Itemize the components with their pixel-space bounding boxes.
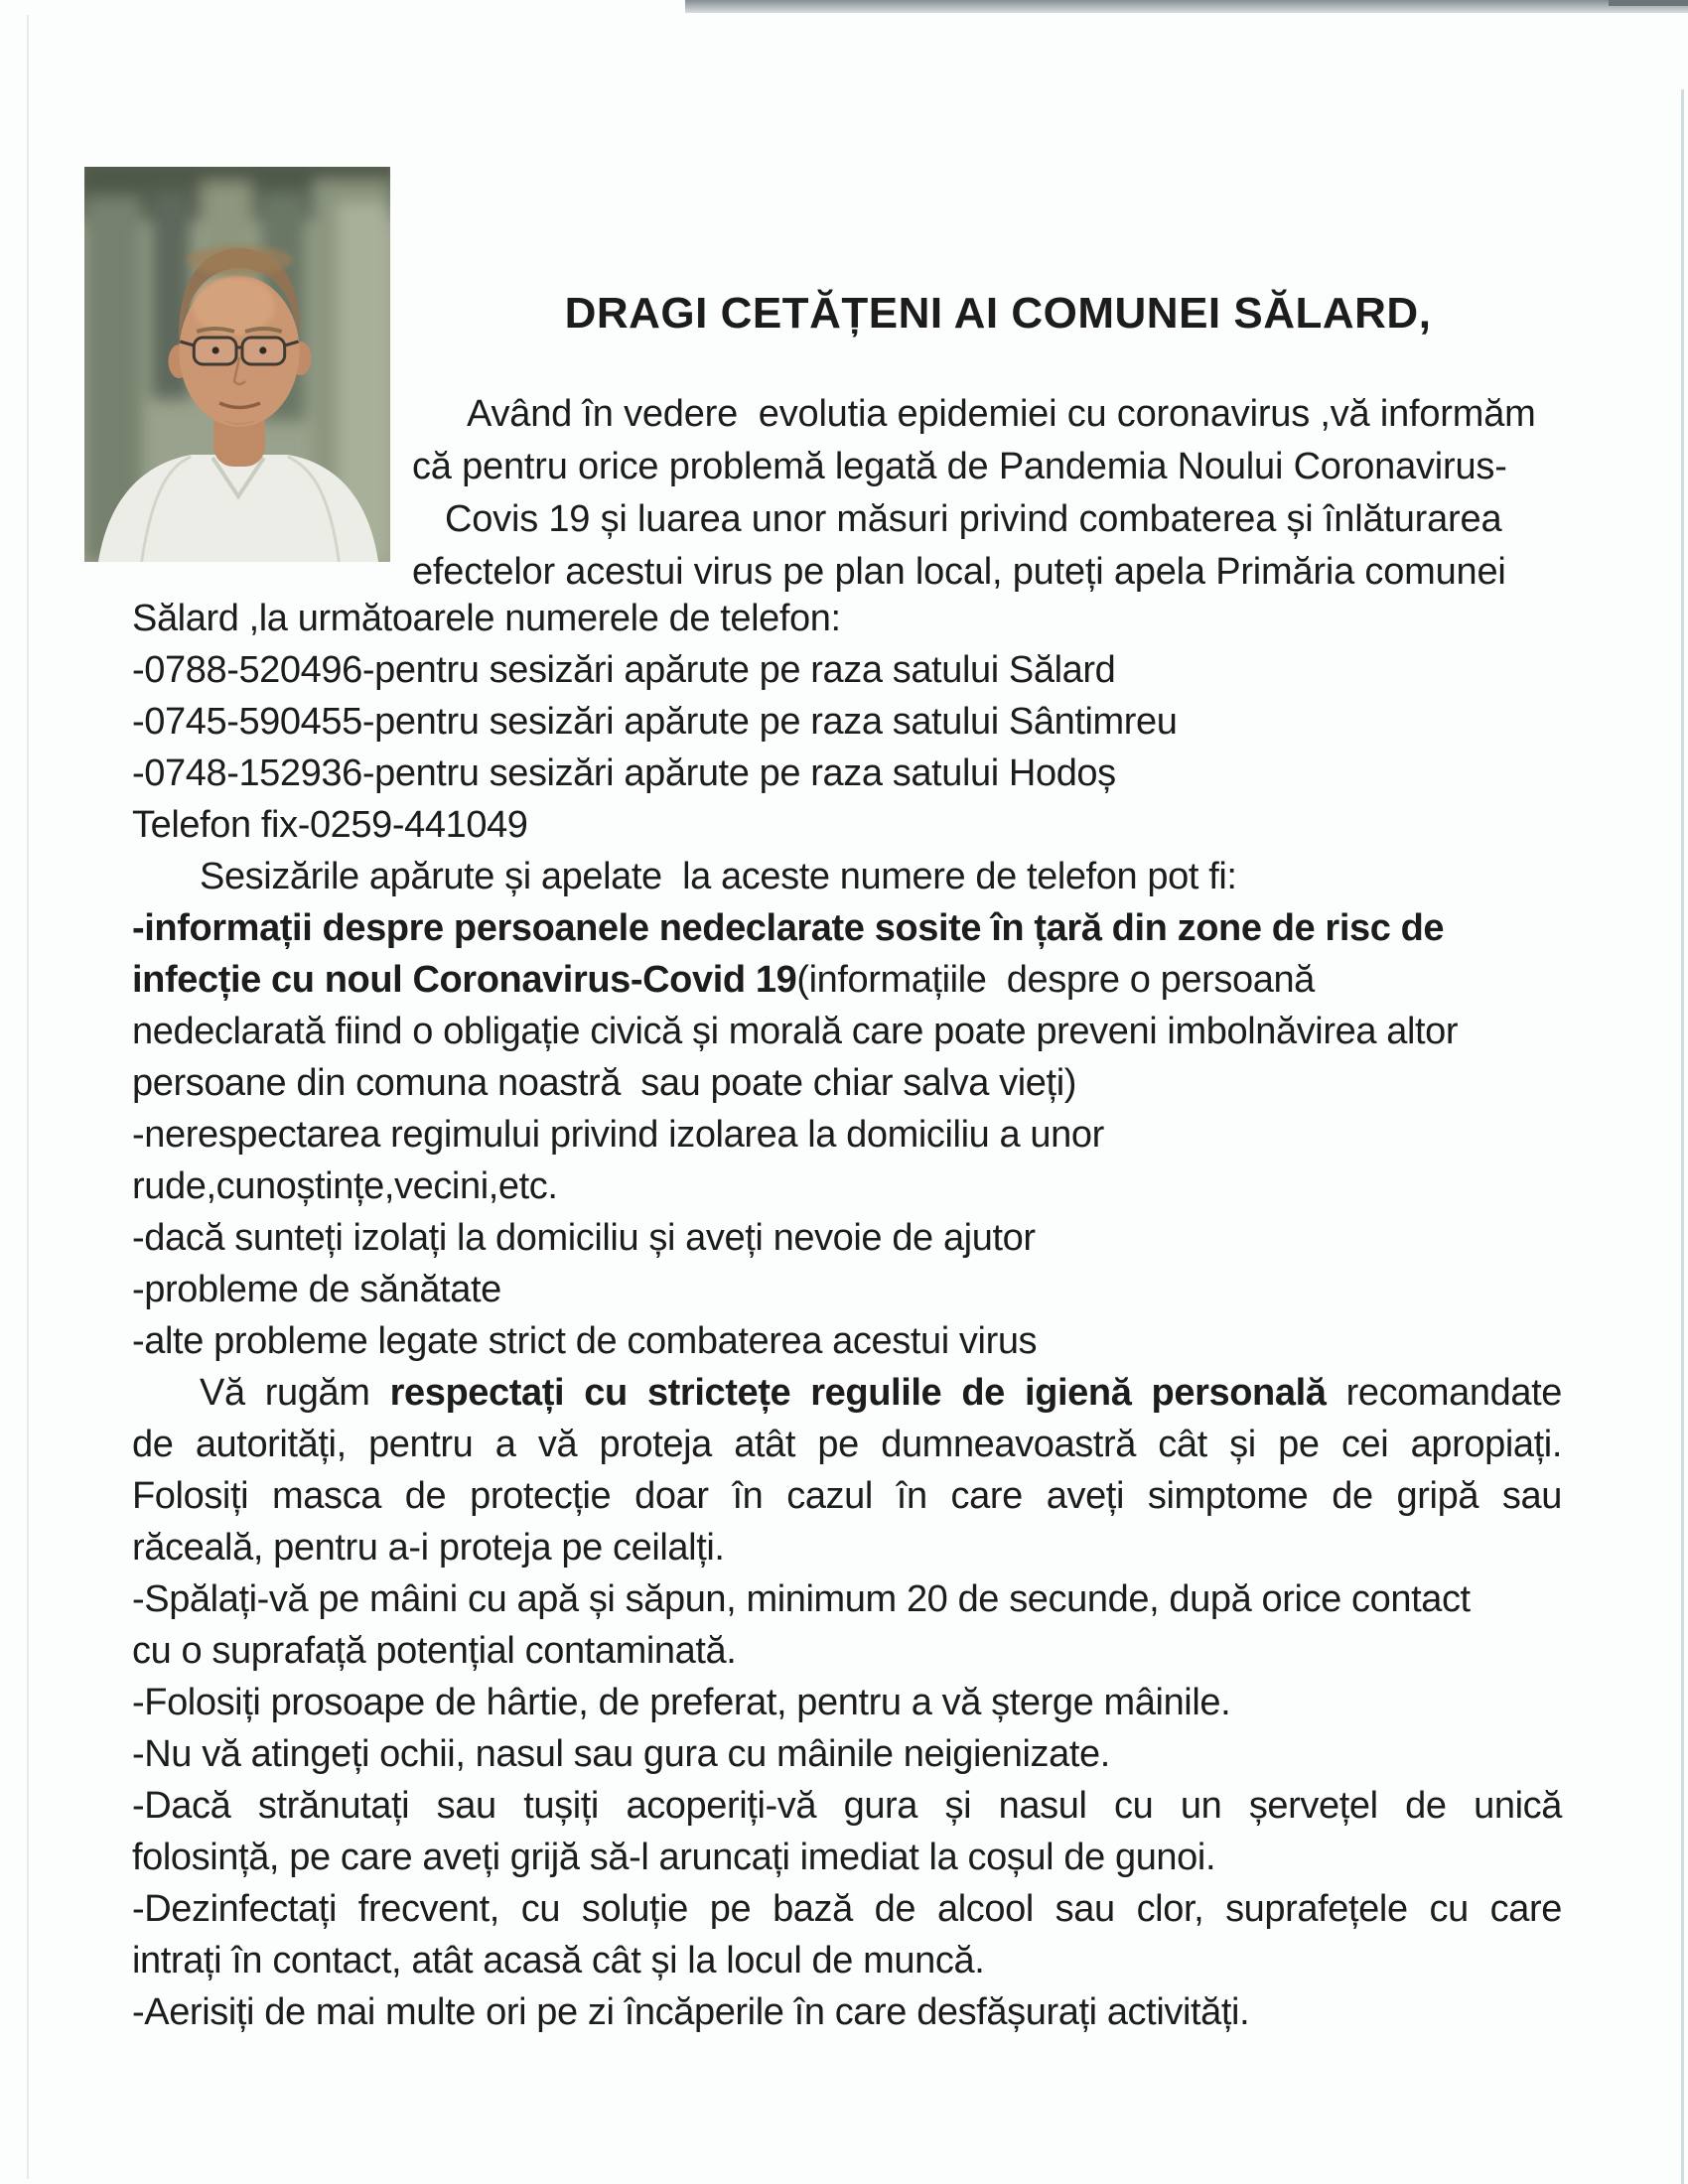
text-segment: nedeclarată fiind o obligație civică și morală care poate preveni imbolnăvirea altor [132, 1011, 1459, 1052]
text-segment: răceală, pentru a-i proteja pe ceilalți. [132, 1527, 725, 1569]
text-line [445, 493, 1589, 546]
text-line [132, 799, 1562, 851]
text-segment: rude,cunoștințe,vecini,etc. [132, 1165, 558, 1207]
text-line [132, 1677, 1562, 1728]
scan-artifact-right-line [1681, 89, 1684, 2184]
text-line [132, 1935, 1562, 1986]
text-line [132, 954, 1562, 1006]
text-line [132, 696, 1562, 748]
text-line [132, 1315, 1562, 1367]
text-line [132, 1625, 1562, 1677]
bold-text-segment: -informații despre persoanele nedeclarate sosite în țară din zone de risc de [132, 907, 1445, 949]
text-segment: Vă rugăm [200, 1372, 390, 1414]
text-segment: -probleme de sănătate [132, 1269, 501, 1310]
text-line [132, 1522, 1562, 1573]
text-line [412, 441, 1589, 493]
text-line [132, 644, 1562, 696]
text-segment: Covis 19 și luarea unor măsuri privind combaterea și înlăturarea [445, 498, 1502, 540]
text-line [132, 1470, 1562, 1522]
text-segment: -nerespectarea regimului privind izolarea la domiciliu a unor [132, 1114, 1104, 1156]
text-segment: -Nu vă atingeți ochii, nasul sau gura cu mâinile neigienizate. [132, 1733, 1110, 1775]
text-segment: recomandate [1326, 1372, 1562, 1414]
text-line [132, 1006, 1562, 1057]
text-line [132, 1419, 1562, 1470]
scan-artifact-top-band [685, 0, 1688, 13]
text-segment: -0748-152936-pentru sesizări apărute pe raza satului Hodoș [132, 752, 1116, 794]
text-line [132, 1986, 1562, 2038]
text-segment: -Dacă strănutați sau tușiți acoperiți-vă gura și nasul cu un șervețel de unică [132, 1785, 1562, 1827]
text-line [132, 1367, 1562, 1419]
text-segment: -Spălați-vă pe mâini cu apă și săpun, minimum 20 de secunde, după orice contact [132, 1578, 1471, 1620]
text-segment: folosință, pe care aveți grijă să-l aruncați imediat la coșul de gunoi. [132, 1837, 1216, 1878]
text-line [132, 902, 1562, 954]
text-line [132, 1160, 1562, 1212]
text-segment: că pentru orice problemă legată de Pandemia Noului Coronavirus- [412, 446, 1507, 487]
text-segment: Folosiți masca de protecție doar în cazul în care aveți simptome de gripă sau [132, 1475, 1562, 1517]
intro-paragraph [0, 388, 1589, 599]
text-segment: persoane din comuna noastră sau poate chiar salva vieți) [132, 1062, 1076, 1104]
text-segment: efectelor acestui virus pe plan local, puteți apela Primăria comunei [412, 551, 1506, 593]
text-segment: de autorități, pentru a vă proteja atât pe dumneavoastră cât și pe cei apropiați. [132, 1424, 1562, 1465]
text-line [132, 1883, 1562, 1935]
text-line [412, 546, 1589, 599]
text-line [467, 388, 1589, 441]
text-segment: -Dezinfectați frecvent, cu soluție pe bază de alcool sau clor, suprafețele cu care [132, 1888, 1562, 1930]
page-title: DRAGI CETĂȚENI AI COMUNEI SĂLARD, [564, 289, 1432, 338]
text-line [132, 1780, 1562, 1832]
text-line [132, 593, 1562, 644]
bold-text-segment: infecție cu noul Coronavirus-Covid 19 [132, 959, 797, 1001]
text-line [132, 1057, 1562, 1109]
text-segment: -alte probleme legate strict de combaterea acestui virus [132, 1320, 1038, 1362]
scan-artifact-left-line [27, 15, 29, 2179]
text-segment: Având în vedere evolutia epidemiei cu coronavirus ,vă informăm [467, 393, 1536, 435]
text-segment: -0745-590455-pentru sesizări apărute pe raza satului Sântimreu [132, 701, 1178, 743]
text-line [132, 1573, 1562, 1625]
text-line [132, 748, 1562, 799]
text-segment: -Folosiți prosoape de hârtie, de preferat, pentru a vă șterge mâinile. [132, 1682, 1231, 1723]
text-segment: -0788-520496-pentru sesizări apărute pe raza satului Sălard [132, 649, 1116, 691]
text-line [132, 851, 1562, 902]
text-segment: intrați în contact, atât acasă cât și la locul de muncă. [132, 1940, 985, 1981]
scan-artifact-top-corner [1609, 0, 1688, 6]
text-segment: Sălard ,la următoarele numerele de telefon: [132, 598, 841, 639]
text-segment: -Aerisiți de mai multe ori pe zi încăperile în care desfășurați activități. [132, 1991, 1250, 2033]
text-line [132, 1212, 1562, 1264]
document-body [132, 593, 1562, 2038]
text-line [132, 1109, 1562, 1160]
text-segment: (informațiile despre o persoană [796, 959, 1315, 1001]
text-segment: cu o suprafață potențial contaminată. [132, 1630, 737, 1672]
text-line [132, 1264, 1562, 1315]
text-line [132, 1728, 1562, 1780]
text-line [132, 1832, 1562, 1883]
text-segment: Sesizările apărute și apelate la aceste numere de telefon pot fi: [200, 856, 1237, 897]
text-segment: -dacă sunteți izolați la domiciliu și aveți nevoie de ajutor [132, 1217, 1036, 1259]
text-segment: Telefon fix-0259-441049 [132, 804, 528, 846]
bold-text-segment: respectați cu strictețe regulile de igienă personală [389, 1372, 1327, 1414]
